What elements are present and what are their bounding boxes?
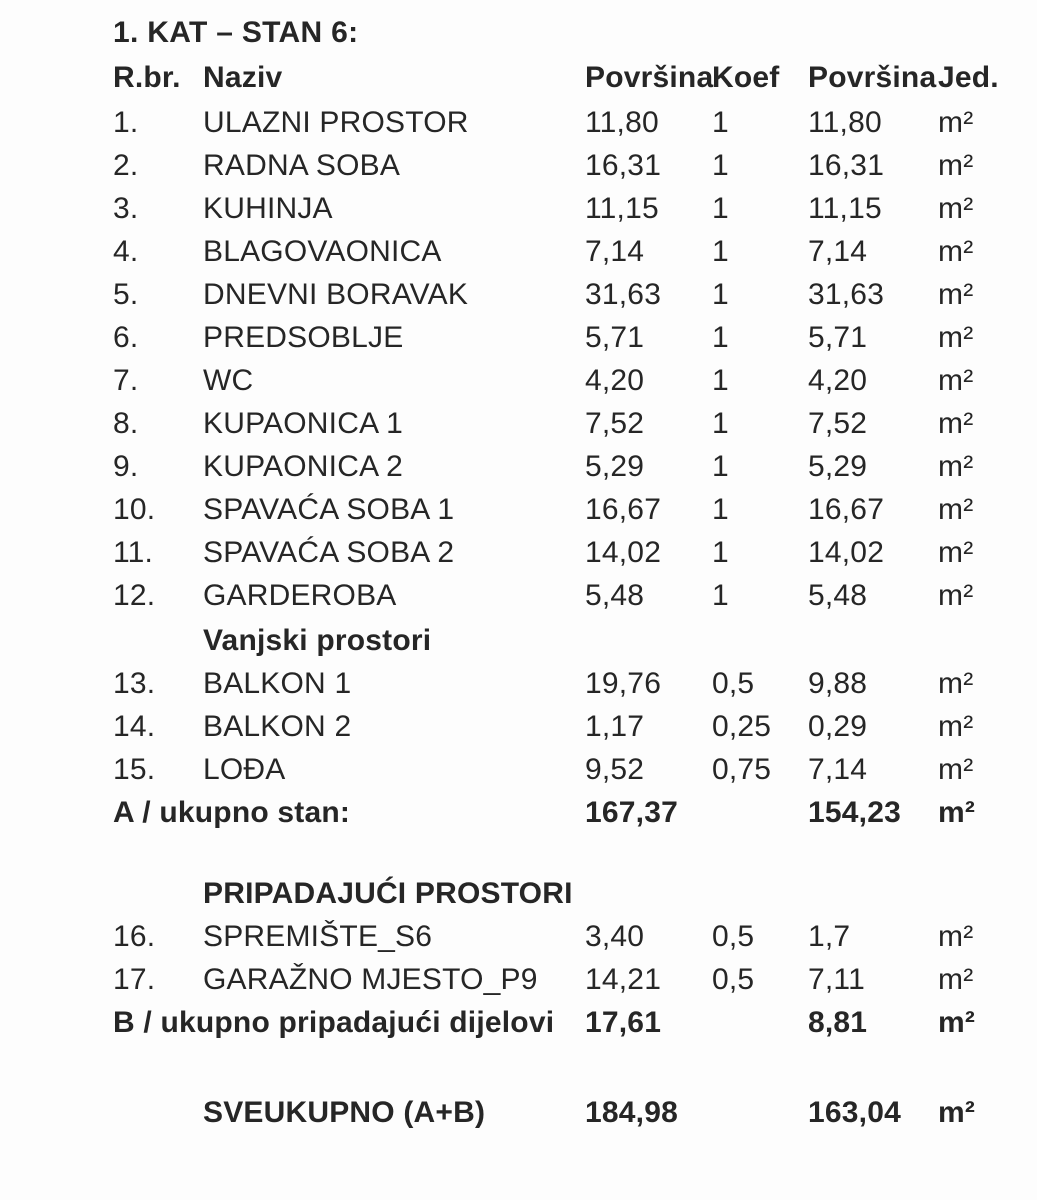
header-unit: Jed. bbox=[938, 61, 999, 94]
area-value: 5,29 bbox=[585, 449, 645, 483]
room-name: WC bbox=[203, 363, 254, 397]
coefficient-value: 0,5 bbox=[712, 962, 755, 996]
reduced-area-value: 16,67 bbox=[808, 492, 885, 526]
unit-label: m² bbox=[938, 795, 976, 829]
coefficient-value: 1 bbox=[712, 492, 729, 526]
coefficient-value: 1 bbox=[712, 578, 729, 612]
coefficient-value: 0,75 bbox=[712, 752, 772, 786]
area-value: 19,76 bbox=[585, 666, 662, 700]
area-value: 11,15 bbox=[585, 191, 659, 225]
table-row bbox=[113, 230, 1037, 273]
room-name: KUPAONICA 1 bbox=[203, 406, 404, 440]
unit-label: m² bbox=[938, 709, 974, 743]
coefficient-value: 0,5 bbox=[712, 919, 755, 953]
table-row bbox=[113, 705, 1037, 748]
subtotal-row-apartment bbox=[113, 791, 1037, 834]
area-value: 16,31 bbox=[585, 148, 662, 182]
room-name: BALKON 1 bbox=[203, 666, 352, 700]
unit-label: m² bbox=[938, 919, 974, 953]
table-row bbox=[113, 488, 1037, 531]
area-value: 11,80 bbox=[585, 105, 659, 139]
unit-label: m² bbox=[938, 752, 974, 786]
room-name: DNEVNI BORAVAK bbox=[203, 277, 469, 311]
room-name: RADNA SOBA bbox=[203, 148, 401, 182]
row-number: 7. bbox=[113, 363, 139, 397]
row-number: 10. bbox=[113, 492, 156, 526]
coefficient-value: 1 bbox=[712, 406, 729, 440]
room-name: KUPAONICA 2 bbox=[203, 449, 404, 483]
area-value: 7,52 bbox=[585, 406, 645, 440]
area-value: 167,37 bbox=[585, 795, 678, 829]
table-row bbox=[113, 958, 1037, 1001]
reduced-area-value: 31,63 bbox=[808, 277, 885, 311]
room-name: LOĐA bbox=[203, 752, 286, 786]
area-value: 5,71 bbox=[585, 320, 645, 354]
reduced-area-value: 11,80 bbox=[808, 105, 882, 139]
row-number: 17. bbox=[113, 962, 156, 996]
outdoor-rows-group bbox=[0, 662, 1037, 791]
table-row bbox=[113, 359, 1037, 402]
reduced-area-value: 7,52 bbox=[808, 406, 868, 440]
reduced-area-value: 154,23 bbox=[808, 795, 901, 829]
reduced-area-value: 5,29 bbox=[808, 449, 868, 483]
reduced-area-value: 7,14 bbox=[808, 234, 868, 268]
room-name: SPREMIŠTE_S6 bbox=[203, 919, 433, 953]
unit-label: m² bbox=[938, 578, 974, 612]
coefficient-value: 1 bbox=[712, 148, 729, 182]
reduced-area-value: 0,29 bbox=[808, 709, 868, 743]
room-name: BALKON 2 bbox=[203, 709, 352, 743]
row-number: 3. bbox=[113, 191, 139, 225]
row-number: 11. bbox=[113, 535, 154, 569]
row-number: 4. bbox=[113, 234, 139, 268]
unit-label: m² bbox=[938, 962, 974, 996]
room-name: SPAVAĆA SOBA 2 bbox=[203, 535, 455, 569]
room-name: ULAZNI PROSTOR bbox=[203, 105, 469, 139]
reduced-area-value: 4,20 bbox=[808, 363, 868, 397]
row-number: 9. bbox=[113, 449, 139, 483]
reduced-area-value: 163,04 bbox=[808, 1095, 901, 1129]
header-reduced-area: Površina bbox=[808, 61, 937, 94]
table-row bbox=[113, 445, 1037, 488]
coefficient-value: 1 bbox=[712, 105, 729, 139]
apartment-rows-group bbox=[0, 101, 1037, 617]
subtotal-row-ancillary bbox=[113, 1001, 1037, 1044]
row-number: 13. bbox=[113, 666, 156, 700]
row-number: 2. bbox=[113, 148, 139, 182]
section-label: Vanjski prostori bbox=[203, 623, 432, 657]
grand-total-label: SVEUKUPNO (A+B) bbox=[203, 1095, 486, 1129]
reduced-area-value: 11,15 bbox=[808, 191, 882, 225]
coefficient-value: 1 bbox=[712, 191, 729, 225]
reduced-area-value: 7,14 bbox=[808, 752, 868, 786]
unit-label: m² bbox=[938, 492, 974, 526]
row-number: 15. bbox=[113, 752, 156, 786]
unit-label: m² bbox=[938, 449, 974, 483]
unit-label: m² bbox=[938, 320, 974, 354]
reduced-area-value: 8,81 bbox=[808, 1005, 868, 1039]
room-name: PREDSOBLJE bbox=[203, 320, 404, 354]
coefficient-value: 0,25 bbox=[712, 709, 772, 743]
row-number: 6. bbox=[113, 320, 139, 354]
header-coefficient: Koef bbox=[712, 61, 780, 94]
grand-total-row bbox=[113, 1091, 1037, 1134]
table-row bbox=[113, 144, 1037, 187]
area-value: 5,48 bbox=[585, 578, 645, 612]
table-row bbox=[113, 402, 1037, 445]
table-row bbox=[113, 101, 1037, 144]
coefficient-value: 0,5 bbox=[712, 666, 755, 700]
area-value: 1,17 bbox=[585, 709, 645, 743]
unit-label: m² bbox=[938, 1095, 976, 1129]
room-name: BLAGOVAONICA bbox=[203, 234, 442, 268]
reduced-area-value: 9,88 bbox=[808, 666, 868, 700]
area-value: 7,14 bbox=[585, 234, 645, 268]
coefficient-value: 1 bbox=[712, 449, 729, 483]
unit-label: m² bbox=[938, 191, 974, 225]
area-value: 3,40 bbox=[585, 919, 645, 953]
reduced-area-value: 14,02 bbox=[808, 535, 885, 569]
reduced-area-value: 5,71 bbox=[808, 320, 868, 354]
table-row bbox=[113, 316, 1037, 359]
area-value: 14,02 bbox=[585, 535, 662, 569]
table-row bbox=[113, 187, 1037, 230]
area-value: 14,21 bbox=[585, 962, 662, 996]
row-number: 14. bbox=[113, 709, 156, 743]
area-value: 31,63 bbox=[585, 277, 662, 311]
subtotal-label: B / ukupno pripadajući dijelovi bbox=[113, 1005, 555, 1039]
section-header-row-outdoor bbox=[113, 619, 1037, 662]
header-room-name: Naziv bbox=[203, 61, 283, 94]
unit-label: m² bbox=[938, 1005, 976, 1039]
area-value: 17,61 bbox=[585, 1005, 662, 1039]
coefficient-value: 1 bbox=[712, 535, 729, 569]
area-value: 184,98 bbox=[585, 1095, 678, 1129]
subtotal-label: A / ukupno stan: bbox=[113, 795, 351, 829]
unit-label: m² bbox=[938, 148, 974, 182]
room-name: KUHINJA bbox=[203, 191, 333, 225]
room-name: GARAŽNO MJESTO_P9 bbox=[203, 962, 538, 996]
reduced-area-value: 16,31 bbox=[808, 148, 885, 182]
unit-label: m² bbox=[938, 105, 974, 139]
table-row bbox=[113, 273, 1037, 316]
room-name: GARDEROBA bbox=[203, 578, 397, 612]
row-number: 1. bbox=[113, 105, 139, 139]
table-row bbox=[113, 531, 1037, 574]
unit-label: m² bbox=[938, 666, 974, 700]
section-label: PRIPADAJUĆI PROSTORI bbox=[203, 876, 573, 910]
ancillary-rows-group bbox=[0, 915, 1037, 1001]
row-number: 8. bbox=[113, 406, 139, 440]
unit-label: m² bbox=[938, 535, 974, 569]
header-row-number: R.br. bbox=[113, 61, 181, 94]
coefficient-value: 1 bbox=[712, 363, 729, 397]
coefficient-value: 1 bbox=[712, 234, 729, 268]
reduced-area-value: 1,7 bbox=[808, 919, 851, 953]
page-title: 1. KAT – STAN 6: bbox=[113, 16, 359, 49]
table-header-row bbox=[113, 57, 1037, 99]
table-row bbox=[113, 915, 1037, 958]
row-number: 5. bbox=[113, 277, 139, 311]
header-area: Površina bbox=[585, 61, 714, 94]
unit-label: m² bbox=[938, 277, 974, 311]
coefficient-value: 1 bbox=[712, 277, 729, 311]
area-value: 16,67 bbox=[585, 492, 662, 526]
table-row bbox=[113, 574, 1037, 617]
area-value: 4,20 bbox=[585, 363, 645, 397]
row-number: 12. bbox=[113, 578, 156, 612]
reduced-area-value: 5,48 bbox=[808, 578, 868, 612]
coefficient-value: 1 bbox=[712, 320, 729, 354]
table-row bbox=[113, 748, 1037, 791]
unit-label: m² bbox=[938, 406, 974, 440]
table-row bbox=[113, 662, 1037, 705]
row-number: 16. bbox=[113, 919, 156, 953]
unit-label: m² bbox=[938, 234, 974, 268]
unit-label: m² bbox=[938, 363, 974, 397]
area-value: 9,52 bbox=[585, 752, 645, 786]
reduced-area-value: 7,11 bbox=[808, 962, 865, 996]
section-header-row-ancillary bbox=[113, 872, 1037, 915]
room-name: SPAVAĆA SOBA 1 bbox=[203, 492, 455, 526]
